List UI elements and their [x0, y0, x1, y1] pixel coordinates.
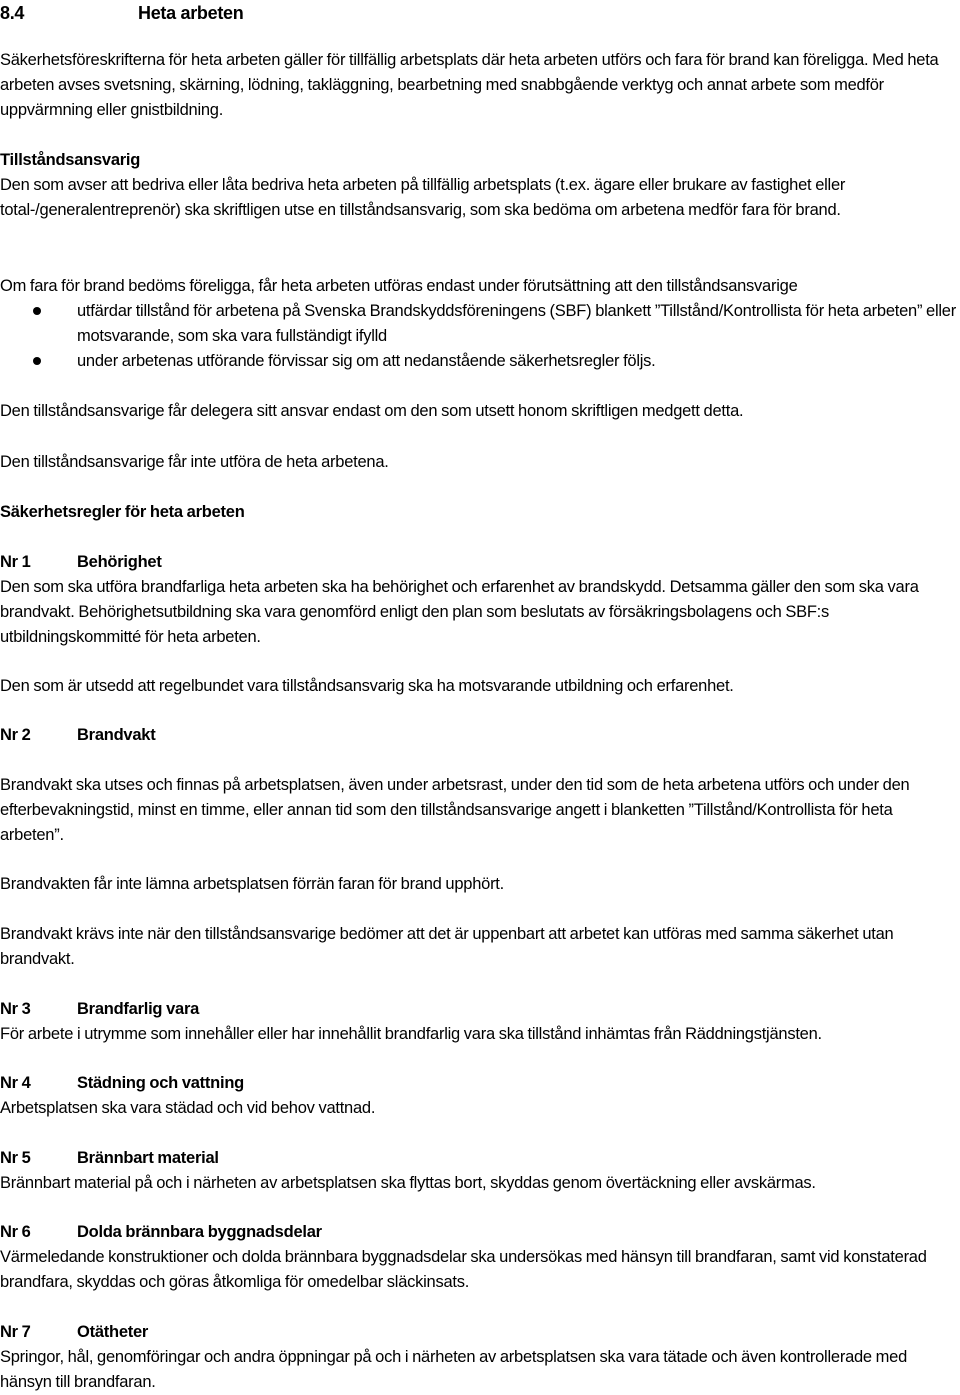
rule-number: Nr 6	[0, 1223, 31, 1241]
rule-7-body: Springor, hål, genomföringar och andra öppningar på och i närheten av arbetsplatsen ska vara tätade och även kontrollerade med hänsyn till brandfaran.	[0, 1348, 908, 1391]
list-item	[0, 349, 958, 374]
om-fara-block	[0, 274, 958, 374]
rule-1-body: Den som ska utföra brandfarliga heta arbeten ska ha behörighet och erfarenhet av brandskydd. Detsamma gäller den som ska vara brandvakt. Behörighetsutbildning ska vara genomförd enligt den plan som beslutats av försäkringsbolagens och SBF:s utbildningskommitté för heta arbeten.	[0, 578, 919, 646]
bullet-icon	[33, 307, 41, 315]
rule-title: Behörighet	[77, 553, 162, 571]
rule-2-body-2: Brandvakten får inte lämna arbetsplatsen förrän faran för brand upphört.	[0, 875, 504, 893]
rule-3-body: För arbete i utrymme som innehåller eller har innehållit brandfarlig vara ska tillstånd inhämtas från Räddningstjänsten.	[0, 1025, 822, 1043]
section-number: 8.4	[0, 3, 25, 23]
inte-utfora-paragraph: Den tillståndsansvarige får inte utföra de heta arbetena.	[0, 453, 389, 471]
rule-number: Nr 2	[0, 726, 31, 744]
rule-6-body: Värmeledande konstruktioner och dolda brännbara byggnadsdelar ska undersökas med hänsyn till brandfaran, samt vid konstaterad brandfara, skyddas och göras åtkomliga för omedelbar släckinsats.	[0, 1248, 927, 1291]
rule-2-body: Brandvakt ska utses och finnas på arbetsplatsen, även under arbetsrast, under den tid som de heta arbetena utförs och under den efterbevakningstid, minst en timme, eller annan tid som den tillståndsansvarige angett i blanketten ”Tillstånd/Kontrollista för heta arbeten”.	[0, 776, 910, 844]
delegera-paragraph: Den tillståndsansvarige får delegera sitt ansvar endast om den som utsett honom skriftligen medgett detta.	[0, 402, 744, 420]
rule-title: Brandfarlig vara	[77, 1000, 200, 1018]
rule-number: Nr 5	[0, 1149, 31, 1167]
intro-paragraph: Säkerhetsföreskrifterna för heta arbeten gäller för tillfällig arbetsplats där heta arbeten utförs och fara för brand kan föreligga. Med heta arbeten avses svetsning, skärning, lödning, takläggning, bearbetning med snabbgående verktyg och annat arbete som medför uppvärmning eller gnistbildning.	[0, 51, 939, 119]
rule-number: Nr 4	[0, 1074, 31, 1092]
tillstand-paragraph: Den som avser att bedriva eller låta bedriva heta arbeten på tillfällig arbetsplats (t.ex. ägare eller brukare av fastighet eller total-/generalentreprenör) ska skriftligen utse en tillståndsansvarig, som ska bedöma om arbetena medför fara för brand.	[0, 176, 846, 219]
rule-title: Städning och vattning	[77, 1074, 244, 1092]
rule-number: Nr 3	[0, 1000, 31, 1018]
rule-5-body: Brännbart material på och i närheten av arbetsplatsen ska flyttas bort, skyddas genom övertäckning eller avskärmas.	[0, 1174, 816, 1192]
bullet-icon	[33, 357, 41, 365]
tillstand-heading: Tillståndsansvarig	[0, 151, 141, 169]
section-title: Heta arbeten	[138, 3, 244, 23]
list-item	[0, 299, 958, 349]
rule-number: Nr 1	[0, 553, 31, 571]
rule-4-body: Arbetsplatsen ska vara städad och vid behov vattnad.	[0, 1099, 376, 1117]
rule-title: Otätheter	[77, 1323, 149, 1341]
rule-title: Brandvakt	[77, 726, 156, 744]
list-item-text: under arbetenas utförande förvissar sig om att nedanstående säkerhetsregler följs.	[77, 352, 656, 370]
rule-title: Dolda brännbara byggnadsdelar	[77, 1223, 322, 1241]
rule-5-heading	[0, 1146, 958, 1171]
rule-4-heading	[0, 1071, 958, 1096]
condition-list	[0, 299, 958, 374]
list-item-text: utfärdar tillstånd för arbetena på Svenska Brandskyddsföreningens (SBF) blankett ”Tillstånd/Kontrollista för heta arbeten” eller motsvarande, som ska vara fullständigt ifylld	[77, 302, 956, 345]
rule-2-heading	[0, 723, 958, 748]
rule-number: Nr 7	[0, 1323, 31, 1341]
rule-1-heading	[0, 550, 958, 575]
rule-6-heading	[0, 1220, 958, 1245]
om-fara-paragraph: Om fara för brand bedöms föreligga, får heta arbeten utföras endast under förutsättning att den tillståndsansvarige	[0, 277, 798, 295]
rule-7-heading	[0, 1320, 958, 1345]
regler-heading: Säkerhetsregler för heta arbeten	[0, 503, 245, 521]
rule-1-body-2: Den som är utsedd att regelbundet vara tillståndsansvarig ska ha motsvarande utbildning och erfarenhet.	[0, 677, 734, 695]
rule-title: Brännbart material	[77, 1149, 219, 1167]
rule-3-heading	[0, 997, 958, 1022]
rule-2-body-3: Brandvakt krävs inte när den tillståndsansvarige bedömer att det är uppenbart att arbetet kan utföras med samma säkerhet utan brandvakt.	[0, 925, 894, 968]
